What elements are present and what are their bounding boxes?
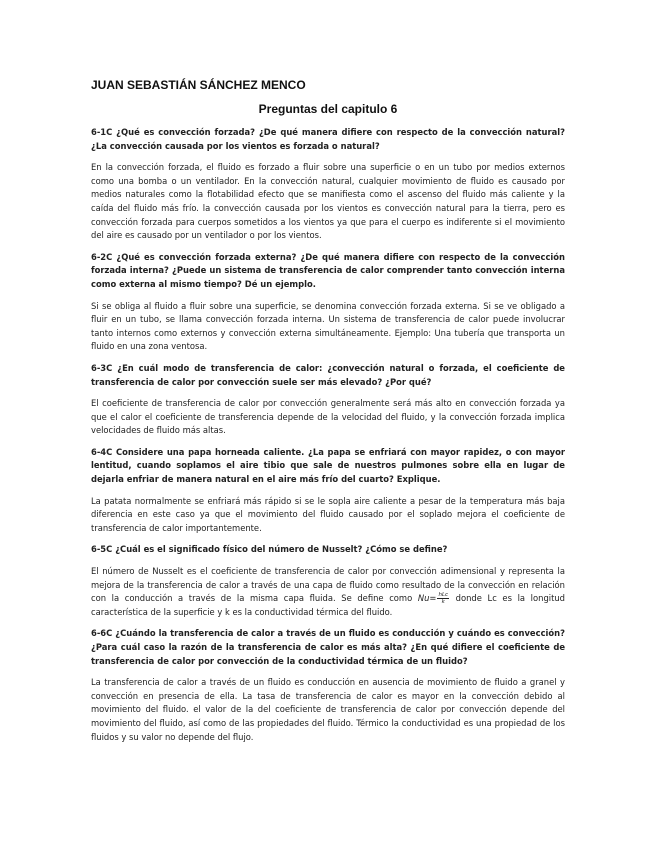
question-6-1c: 6-1C ¿Qué es convección forzada? ¿De qué manera difiere con respecto de la convección natural? ¿La convección causada por los vientos es forzada o natural?: [91, 127, 565, 151]
question-6-4c: 6-4C Considere una papa horneada caliente. ¿La papa se enfriará con mayor rapidez, o con mayor lentitud, cuando soplamos el aire tibio que sale de nuestros pulmones sobre ella en lugar de dejarla enfriar de manera natural en el aire más frío del cuarto? Explique.: [91, 446, 565, 485]
document-title: Preguntas del capitulo 6: [258, 102, 398, 116]
question-6-6c: 6-6C ¿Cuándo la transferencia de calor a través de un fluido es conducción y cuándo es convección? ¿Para cuál caso la razón de la transferencia de calor es más alta? ¿En qué difiere el coeficiente de transferencia de calor por convección de la conductividad térmica de un fluido?: [91, 628, 565, 666]
answer-6-1c: En la convección forzada, el fluido es forzado a fluir sobre una superficie o en un tubo por medios externos como una bomba o un ventilador. En la convección natural, cualquier movimiento de fluido es causado por medios naturales como la flotabilidad efecto que se manifiesta como el ascenso del fluido más caliente y la caída del fluido más frío. la convección causada por los vientos es convección natural para la tierra, pero es convección forzada para cuerpos sometidos a los vientos ya que para el cuerpo es indiferente si el movimiento del aire es causado por un ventilador o por los vientos.: [91, 162, 565, 241]
answer-6-2c: Si se obliga al fluido a fluir sobre una superficie, se denomina convección forzada externa. Si se ve obligado a fluir en un tubo, se llama convección forzada interna. Un sistema de transferencia de calor puede involucrar tanto internos como externos y convección externa simultáneamente. Ejemplo: Una tubería que transporta un fluido en una zona ventosa.: [91, 300, 565, 352]
nusselt-formula-numerator: hLc: [438, 592, 449, 599]
author-name: JUAN SEBASTIÁN SÁNCHEZ MENCO: [91, 78, 306, 92]
answer-6-5c: [91, 565, 565, 619]
answer-6-5c-before: El número de Nusselt es el coeficiente de transferencia de calor por convección adimensional y representa la mejora de la transferencia de calor a través de una capa de fluido como resultado de la convección en relación con la conducción a través de la misma capa fluida. Se define como: [91, 566, 565, 604]
answer-6-5c-after: donde Lc es la longitud característica de la superficie y k es la conductividad térmica del fluido.: [91, 593, 565, 617]
answer-6-3c: El coeficiente de transferencia de calor por convección generalmente será más alto en convección forzada ya que el calor el coeficiente de transferencia depende de la velocidad del fluido, y la convección forzada implica velocidades de fluido más altas.: [91, 398, 565, 436]
answer-6-6c: La transferencia de calor a través de un fluido es conducción en ausencia de movimiento de fluido a granel y convección en presencia de ella. La tasa de transferencia de calor es mayor en la convección debido al movimiento del fluido. el valor de la del coeficiente de transferencia de calor por convección depende del movimiento del fluido, así como de las propiedades del fluido. Térmico la conductividad es una propiedad de los fluidos y su valor no depende del flujo.: [91, 677, 565, 742]
answer-6-4c: La patata normalmente se enfriará más rápido si se le sopla aire caliente a pesar de la temperatura más baja diferencia en este caso ya que el movimiento del fluido causado por el soplado mejora el coeficiente de transferencia de calor importantemente.: [91, 495, 565, 533]
nusselt-formula-denominator: k: [441, 599, 445, 606]
document-page: [91, 78, 565, 752]
question-6-5c: 6-5C ¿Cuál es el significado físico del número de Nusselt? ¿Cómo se define?: [91, 544, 448, 555]
nusselt-formula-fraction: [437, 592, 449, 605]
question-6-3c: 6-3C ¿En cuál modo de transferencia de calor: ¿convección natural o forzada, el coeficiente de transferencia de calor por convección suele ser más elevado? ¿Por qué?: [91, 362, 565, 387]
question-6-2c: 6-2C ¿Qué es convección forzada externa? ¿De qué manera difiere con respecto de la convección forzada interna? ¿Puede un sistema de transferencia de calor comprender tanto convección interna como externa al mismo tiempo? Dé un ejemplo.: [91, 251, 565, 289]
nusselt-formula-lhs: Nu=: [417, 593, 437, 604]
